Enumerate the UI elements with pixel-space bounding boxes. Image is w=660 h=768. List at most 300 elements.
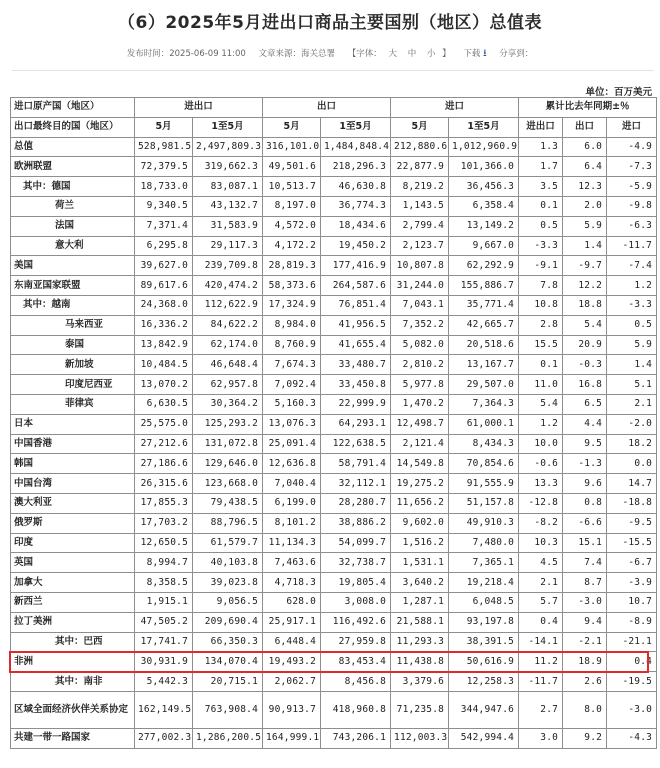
value-cell: 33,450.8	[321, 375, 391, 395]
value-cell: 14,549.8	[391, 454, 449, 474]
value-cell: 13,070.2	[135, 375, 193, 395]
value-cell: -9.7	[563, 256, 607, 276]
value-cell: 12.2	[563, 276, 607, 296]
value-cell: 316,101.0	[263, 137, 321, 157]
table-body	[11, 137, 657, 748]
value-cell: -4.9	[607, 137, 657, 157]
value-cell: 116,492.6	[321, 612, 391, 632]
region-name: 新西兰	[11, 592, 135, 612]
header-row-2	[11, 117, 657, 137]
value-cell: 125,293.2	[193, 414, 263, 434]
value-cell: 129,646.0	[193, 454, 263, 474]
value-cell: 162,149.5	[135, 691, 193, 728]
header-yoy-ex: 出口	[563, 117, 607, 137]
value-cell: 49,910.3	[449, 513, 519, 533]
value-cell: 51,157.8	[449, 493, 519, 513]
region-name: 英国	[11, 553, 135, 573]
value-cell: 61,000.1	[449, 414, 519, 434]
value-cell: 41,655.4	[321, 335, 391, 355]
value-cell: 19,805.4	[321, 573, 391, 593]
value-cell: 5.7	[519, 592, 563, 612]
value-cell: 12,258.3	[449, 672, 519, 692]
region-name: 总值	[11, 137, 135, 157]
region-name: 俄罗斯	[11, 513, 135, 533]
region-name: 法国	[11, 216, 135, 236]
value-cell: 1,012,960.9	[449, 137, 519, 157]
value-cell: 2.6	[563, 672, 607, 692]
value-cell: 5,160.3	[263, 394, 321, 414]
value-cell: 4.5	[519, 553, 563, 573]
value-cell: -9.8	[607, 196, 657, 216]
value-cell: 9,602.0	[391, 513, 449, 533]
value-cell: 13,167.7	[449, 355, 519, 375]
value-cell: 212,880.6	[391, 137, 449, 157]
value-cell: 25,575.0	[135, 414, 193, 434]
value-cell: 5.4	[519, 394, 563, 414]
header-ie-may: 5月	[135, 117, 193, 137]
value-cell: 763,908.4	[193, 691, 263, 728]
table-row	[11, 553, 657, 573]
value-cell: 40,103.8	[193, 553, 263, 573]
value-cell: 71,235.8	[391, 691, 449, 728]
value-cell: 17,324.9	[263, 295, 321, 315]
value-cell: 10,513.7	[263, 177, 321, 197]
value-cell: 61,579.7	[193, 533, 263, 553]
value-cell: -18.8	[607, 493, 657, 513]
value-cell: 26,315.6	[135, 474, 193, 494]
value-cell: 11.2	[519, 652, 563, 672]
value-cell: 27,186.6	[135, 454, 193, 474]
value-cell: 0.4	[519, 612, 563, 632]
value-cell: 1,531.1	[391, 553, 449, 573]
value-cell: 22,877.9	[391, 157, 449, 177]
table-row	[11, 691, 657, 728]
font-medium-link[interactable]: 中	[407, 49, 417, 59]
value-cell: -11.7	[607, 236, 657, 256]
value-cell: 5,082.0	[391, 335, 449, 355]
value-cell: 277,002.3	[135, 728, 193, 748]
table-row	[11, 474, 657, 494]
value-cell: 16,336.2	[135, 315, 193, 335]
value-cell: 112,003.3	[391, 728, 449, 748]
value-cell: -7.3	[607, 157, 657, 177]
value-cell: 39,023.8	[193, 573, 263, 593]
table-row	[11, 137, 657, 157]
header-import-export: 进出口	[135, 98, 263, 118]
table-row	[11, 533, 657, 553]
value-cell: 1,484,848.4	[321, 137, 391, 157]
value-cell: 12.3	[563, 177, 607, 197]
value-cell: -1.3	[563, 454, 607, 474]
value-cell: 6.4	[563, 157, 607, 177]
value-cell: 628.0	[263, 592, 321, 612]
page-title: （6）2025年5月进出口商品主要国别（地区）总值表	[118, 13, 542, 33]
value-cell: 46,630.8	[321, 177, 391, 197]
value-cell: 2.1	[519, 573, 563, 593]
value-cell: 70,854.6	[449, 454, 519, 474]
value-cell: 30,364.2	[193, 394, 263, 414]
value-cell: 5,977.8	[391, 375, 449, 395]
value-cell: 29,507.0	[449, 375, 519, 395]
value-cell: 49,501.6	[263, 157, 321, 177]
value-cell: 46,648.4	[193, 355, 263, 375]
value-cell: 2.8	[519, 315, 563, 335]
value-cell: 112,622.9	[193, 295, 263, 315]
value-cell: 0.1	[519, 355, 563, 375]
value-cell: 7,371.4	[135, 216, 193, 236]
region-name: 韩国	[11, 454, 135, 474]
value-cell: -7.4	[607, 256, 657, 276]
table-row	[11, 315, 657, 335]
value-cell: -2.1	[563, 632, 607, 652]
share-label: 分享到：	[499, 49, 534, 59]
table-row	[11, 295, 657, 315]
value-cell: 542,994.4	[449, 728, 519, 748]
value-cell: 2,810.2	[391, 355, 449, 375]
region-name: 欧洲联盟	[11, 157, 135, 177]
value-cell: 12,636.8	[263, 454, 321, 474]
region-name: 新加坡	[11, 355, 135, 375]
value-cell: 11,438.8	[391, 652, 449, 672]
value-cell: 1.3	[519, 137, 563, 157]
value-cell: 7,463.6	[263, 553, 321, 573]
table-row	[11, 728, 657, 748]
value-cell: 4,572.0	[263, 216, 321, 236]
value-cell: 1.4	[607, 355, 657, 375]
value-cell: -4.3	[607, 728, 657, 748]
header-export: 出口	[263, 98, 391, 118]
value-cell: 27,212.6	[135, 434, 193, 454]
region-name: 中国香港	[11, 434, 135, 454]
value-cell: -6.6	[563, 513, 607, 533]
value-cell: 58,791.4	[321, 454, 391, 474]
value-cell: 0.8	[563, 493, 607, 513]
region-name: 意大利	[11, 236, 135, 256]
value-cell: -12.8	[519, 493, 563, 513]
value-cell: 35,771.4	[449, 295, 519, 315]
value-cell: -8.9	[607, 612, 657, 632]
value-cell: 319,662.3	[193, 157, 263, 177]
value-cell: 2,123.7	[391, 236, 449, 256]
region-name: 拉丁美洲	[11, 612, 135, 632]
value-cell: -0.6	[519, 454, 563, 474]
value-cell: -3.9	[607, 573, 657, 593]
value-cell: 2,121.4	[391, 434, 449, 454]
value-cell: 8,101.2	[263, 513, 321, 533]
value-cell: 5.9	[563, 216, 607, 236]
header-yoy: 累计比去年同期±％	[519, 98, 657, 118]
header-im-jan-may: 1至5月	[449, 117, 519, 137]
value-cell: 7.8	[519, 276, 563, 296]
value-cell: 36,456.3	[449, 177, 519, 197]
value-cell: 15.1	[563, 533, 607, 553]
value-cell: 6.5	[563, 394, 607, 414]
value-cell: 164,999.1	[263, 728, 321, 748]
value-cell: 13,076.3	[263, 414, 321, 434]
region-name: 印度尼西亚	[11, 375, 135, 395]
value-cell: 1.2	[607, 276, 657, 296]
header-row-1	[11, 98, 657, 118]
value-cell: 11,656.2	[391, 493, 449, 513]
value-cell: 32,112.1	[321, 474, 391, 494]
value-cell: 2,799.4	[391, 216, 449, 236]
value-cell: 83,087.1	[193, 177, 263, 197]
value-cell: 1,286,200.5	[193, 728, 263, 748]
value-cell: 28,819.3	[263, 256, 321, 276]
header-ie-jan-may: 1至5月	[193, 117, 263, 137]
region-name: 马来西亚	[11, 315, 135, 335]
header-import: 进口	[391, 98, 519, 118]
divider	[12, 70, 654, 71]
value-cell: 25,091.4	[263, 434, 321, 454]
value-cell: 9.2	[563, 728, 607, 748]
table-row	[11, 612, 657, 632]
value-cell: 18.2	[607, 434, 657, 454]
value-cell: -6.3	[607, 216, 657, 236]
value-cell: 5,442.3	[135, 672, 193, 692]
value-cell: 3.0	[519, 728, 563, 748]
value-cell: 84,622.2	[193, 315, 263, 335]
value-cell: 10.0	[519, 434, 563, 454]
region-name: 澳大利亚	[11, 493, 135, 513]
region-name: 荷兰	[11, 196, 135, 216]
value-cell: 83,453.4	[321, 652, 391, 672]
table-row	[11, 375, 657, 395]
value-cell: 0.1	[519, 196, 563, 216]
value-cell: -3.0	[607, 691, 657, 728]
header-ex-may: 5月	[263, 117, 321, 137]
value-cell: -9.5	[607, 513, 657, 533]
value-cell: 7,674.3	[263, 355, 321, 375]
value-cell: 7,364.3	[449, 394, 519, 414]
value-cell: 18.9	[563, 652, 607, 672]
value-cell: 5.4	[563, 315, 607, 335]
value-cell: 7,352.2	[391, 315, 449, 335]
value-cell: 1.2	[519, 414, 563, 434]
value-cell: 18.8	[563, 295, 607, 315]
table-row	[11, 513, 657, 533]
value-cell: 8,984.0	[263, 315, 321, 335]
table-row	[11, 276, 657, 296]
table-row	[11, 414, 657, 434]
value-cell: 42,665.7	[449, 315, 519, 335]
publish-time: 发布时间：2025-06-09 11:00	[126, 49, 246, 59]
value-cell: 14.7	[607, 474, 657, 494]
value-cell: 8,197.0	[263, 196, 321, 216]
value-cell: 20,518.6	[449, 335, 519, 355]
region-name: 其中：德国	[11, 177, 135, 197]
value-cell: 5.9	[607, 335, 657, 355]
value-cell: 3.5	[519, 177, 563, 197]
value-cell: 93,197.8	[449, 612, 519, 632]
value-cell: 264,587.6	[321, 276, 391, 296]
value-cell: 33,480.7	[321, 355, 391, 375]
table-row	[11, 335, 657, 355]
table-row	[11, 434, 657, 454]
value-cell: 6,448.4	[263, 632, 321, 652]
value-cell: 19,450.2	[321, 236, 391, 256]
value-cell: 12,498.7	[391, 414, 449, 434]
value-cell: 3,379.6	[391, 672, 449, 692]
table-row	[11, 632, 657, 652]
value-cell: 1.4	[563, 236, 607, 256]
value-cell: 2,497,809.3	[193, 137, 263, 157]
value-cell: 27,959.8	[321, 632, 391, 652]
value-cell: 9.6	[563, 474, 607, 494]
value-cell: 21,588.1	[391, 612, 449, 632]
download-icon: ⭳	[483, 48, 487, 59]
value-cell: 10.3	[519, 533, 563, 553]
table-row	[11, 652, 657, 672]
value-cell: -21.1	[607, 632, 657, 652]
value-cell: 11.0	[519, 375, 563, 395]
value-cell: 13.3	[519, 474, 563, 494]
value-cell: -0.3	[563, 355, 607, 375]
article-meta	[0, 46, 660, 63]
table-row	[11, 236, 657, 256]
value-cell: 24,368.0	[135, 295, 193, 315]
value-cell: 134,070.4	[193, 652, 263, 672]
value-cell: 344,947.6	[449, 691, 519, 728]
region-name: 泰国	[11, 335, 135, 355]
value-cell: 8,219.2	[391, 177, 449, 197]
value-cell: 8,760.9	[263, 335, 321, 355]
value-cell: 17,741.7	[135, 632, 193, 652]
value-cell: -3.0	[563, 592, 607, 612]
value-cell: 2.0	[563, 196, 607, 216]
value-cell: 2.1	[607, 394, 657, 414]
value-cell: 18,434.6	[321, 216, 391, 236]
value-cell: 6,630.5	[135, 394, 193, 414]
value-cell: -8.2	[519, 513, 563, 533]
value-cell: 9.4	[563, 612, 607, 632]
value-cell: 4,718.3	[263, 573, 321, 593]
value-cell: -3.3	[519, 236, 563, 256]
region-name: 菲律宾	[11, 394, 135, 414]
value-cell: 88,796.5	[193, 513, 263, 533]
value-cell: 131,072.8	[193, 434, 263, 454]
region-name: 印度	[11, 533, 135, 553]
value-cell: 1,516.2	[391, 533, 449, 553]
value-cell: 0.5	[519, 216, 563, 236]
value-cell: 1,143.5	[391, 196, 449, 216]
value-cell: -6.7	[607, 553, 657, 573]
table-row	[11, 672, 657, 692]
value-cell: 9,667.0	[449, 236, 519, 256]
header-im-may: 5月	[391, 117, 449, 137]
value-cell: 0.0	[607, 454, 657, 474]
font-small-link[interactable]: 小	[426, 49, 436, 59]
header-yoy-im: 进口	[607, 117, 657, 137]
value-cell: 17,703.2	[135, 513, 193, 533]
value-cell: 101,366.0	[449, 157, 519, 177]
table-row	[11, 256, 657, 276]
value-cell: 418,960.8	[321, 691, 391, 728]
value-cell: 25,917.1	[263, 612, 321, 632]
value-cell: 32,738.7	[321, 553, 391, 573]
table-row	[11, 177, 657, 197]
value-cell: 3,640.2	[391, 573, 449, 593]
value-cell: 155,886.7	[449, 276, 519, 296]
value-cell: 29,117.3	[193, 236, 263, 256]
value-cell: -3.3	[607, 295, 657, 315]
value-cell: 43,132.7	[193, 196, 263, 216]
value-cell: 10,484.5	[135, 355, 193, 375]
region-name: 区域全面经济伙伴关系协定	[11, 691, 135, 728]
trade-table	[10, 97, 657, 749]
font-large-link[interactable]: 大	[388, 49, 397, 59]
header-region-bottom: 出口最终目的国（地区）	[11, 117, 135, 137]
value-cell: 6.0	[563, 137, 607, 157]
value-cell: 8.7	[563, 573, 607, 593]
value-cell: 39,627.0	[135, 256, 193, 276]
value-cell: 1.7	[519, 157, 563, 177]
value-cell: 528,981.5	[135, 137, 193, 157]
value-cell: 8,456.8	[321, 672, 391, 692]
value-cell: 9,340.5	[135, 196, 193, 216]
download-button[interactable]: 下载 ⭳	[463, 48, 487, 59]
value-cell: 16.8	[563, 375, 607, 395]
value-cell: 9,056.5	[193, 592, 263, 612]
value-cell: 8,434.3	[449, 434, 519, 454]
table-row	[11, 216, 657, 236]
value-cell: 13,149.2	[449, 216, 519, 236]
value-cell: 62,292.9	[449, 256, 519, 276]
value-cell: -14.1	[519, 632, 563, 652]
table-row	[11, 394, 657, 414]
value-cell: 4.4	[563, 414, 607, 434]
region-name: 其中：越南	[11, 295, 135, 315]
region-name: 中国台湾	[11, 474, 135, 494]
value-cell: 6,358.4	[449, 196, 519, 216]
value-cell: 743,206.1	[321, 728, 391, 748]
value-cell: 7,092.4	[263, 375, 321, 395]
value-cell: 36,774.3	[321, 196, 391, 216]
value-cell: 239,709.8	[193, 256, 263, 276]
value-cell: 12,650.5	[135, 533, 193, 553]
table-row	[11, 454, 657, 474]
region-name: 美国	[11, 256, 135, 276]
value-cell: 62,174.0	[193, 335, 263, 355]
value-cell: 8.0	[563, 691, 607, 728]
value-cell: 122,638.5	[321, 434, 391, 454]
value-cell: 18,733.0	[135, 177, 193, 197]
table-row	[11, 573, 657, 593]
value-cell: 7.4	[563, 553, 607, 573]
value-cell: 50,616.9	[449, 652, 519, 672]
table-row	[11, 196, 657, 216]
value-cell: 7,480.0	[449, 533, 519, 553]
value-cell: 1,470.2	[391, 394, 449, 414]
value-cell: 76,851.4	[321, 295, 391, 315]
value-cell: 2,062.7	[263, 672, 321, 692]
value-cell: 9.5	[563, 434, 607, 454]
value-cell: 0.5	[607, 315, 657, 335]
value-cell: 19,275.2	[391, 474, 449, 494]
value-cell: 10.7	[607, 592, 657, 612]
value-cell: 47,505.2	[135, 612, 193, 632]
header-ex-jan-may: 1至5月	[321, 117, 391, 137]
value-cell: -15.5	[607, 533, 657, 553]
value-cell: 218,296.3	[321, 157, 391, 177]
region-name: 东南亚国家联盟	[11, 276, 135, 296]
value-cell: 8,994.7	[135, 553, 193, 573]
value-cell: 66,350.3	[193, 632, 263, 652]
value-cell: 31,244.0	[391, 276, 449, 296]
value-cell: 89,617.6	[135, 276, 193, 296]
value-cell: -9.1	[519, 256, 563, 276]
value-cell: 22,999.9	[321, 394, 391, 414]
